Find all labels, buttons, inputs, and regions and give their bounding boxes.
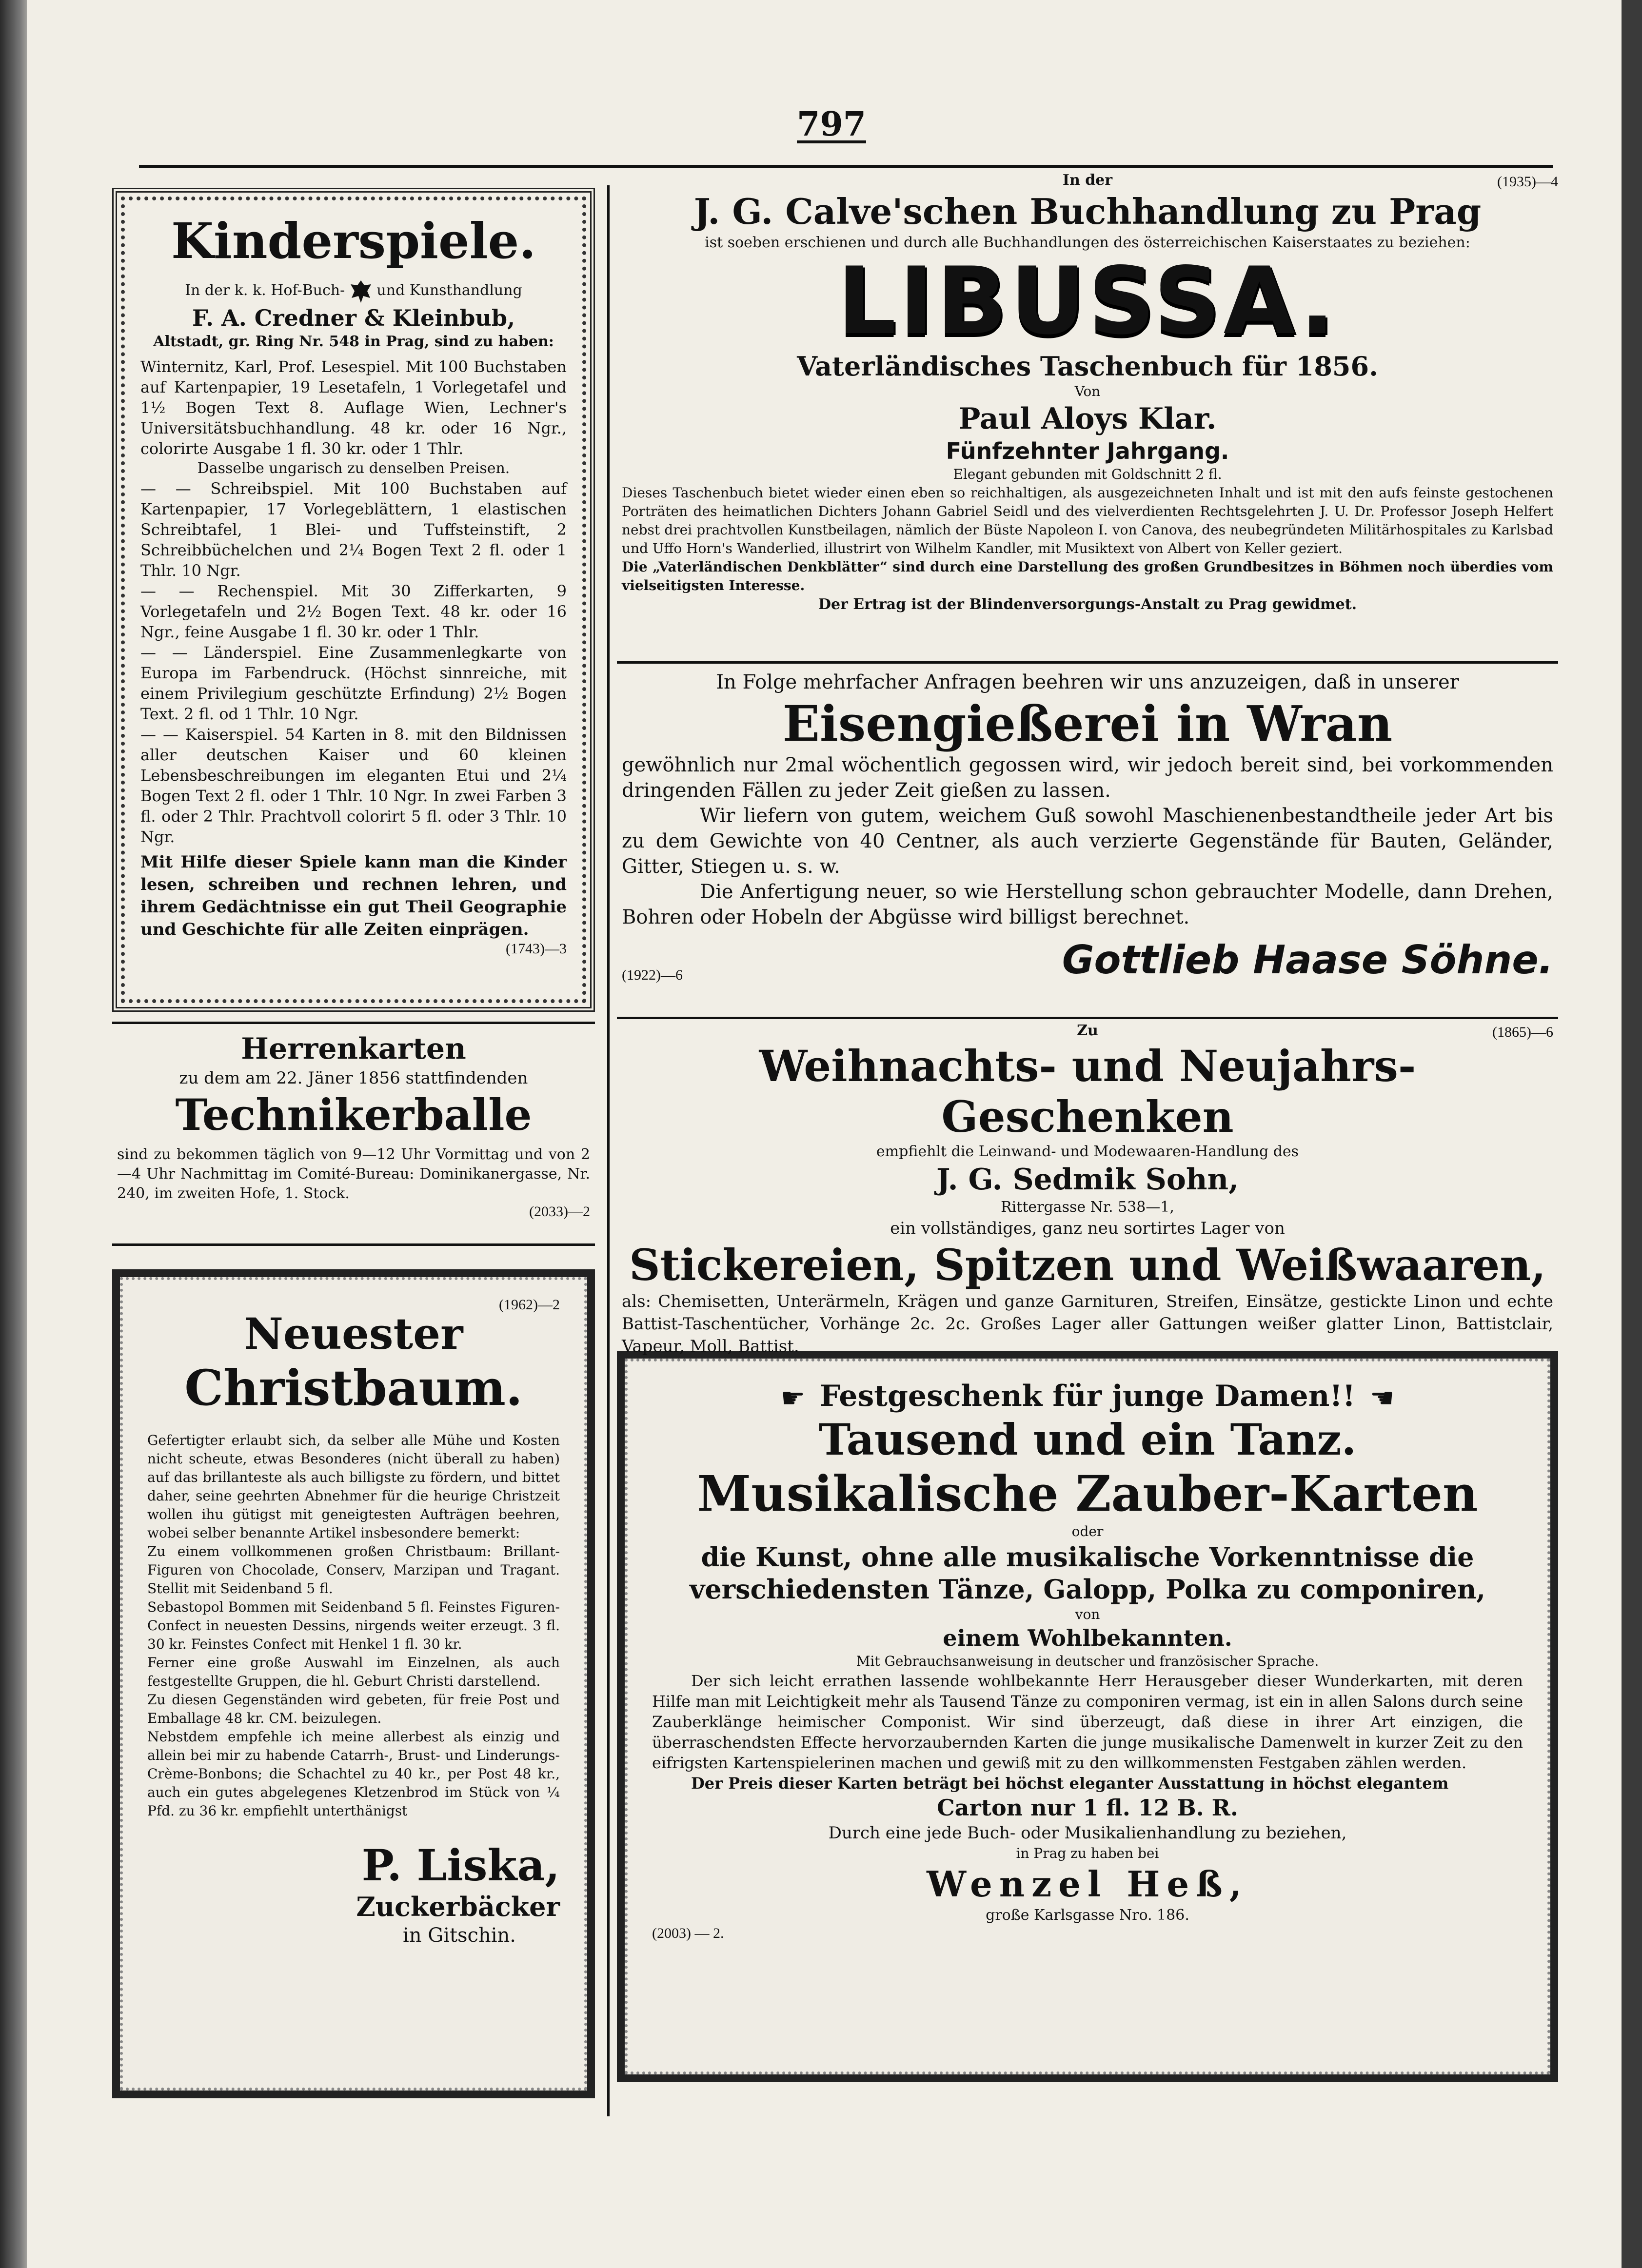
weih-zu: Zu <box>1077 1022 1098 1039</box>
christ-sign: P. Liska, <box>361 1840 560 1891</box>
eisen-p2: Wir liefern von gutem, weichem Guß sowohl Maschienenbestandtheile jeder Art bis zu dem Gewichte von 40 Centner, als auch verzierte Gegenstände für Bauten, Geländer, Gitter, Stiegen u. s. w. <box>622 805 1553 878</box>
calve-body2: Die „Vaterländischen Denkblätter“ sind durch eine Darstellung des großen Grundbesitzes in Böhmen noch überdies vom vielseitigsten Interesse. <box>622 559 1553 593</box>
weih-title: Weihnachts- und Neujahrs-Geschenken <box>759 1041 1416 1142</box>
christ-body3: Sebastopol Bommen mit Seidenband 5 fl. Feinstes Figuren-Confect in neuesten Dessins, nirgends weiter erzeugt. 3 fl. 30 kr. Feinstes Confect mit Henkel 1 fl. 30 kr. <box>147 1599 560 1652</box>
eisen-p1: gewöhnlich nur 2mal wöchentlich gegossen wird, wir jedoch bereit sind, bei vorkommenden dringenden Fällen zu jeder Zeit gießen zu lassen. <box>622 754 1553 802</box>
zauber-oder: oder <box>1071 1523 1104 1539</box>
left-column <box>112 188 595 2098</box>
christ-ref: (1962)—2 <box>499 1297 560 1313</box>
kinder-hilfe: Mit Hilfe dieser Spiele kann man die Kinder lesen, schreiben und rechnen lehren, und ihrem Gedächtnisse ein gut Theil Geographie und Geschichte für alle Zeiten einprägen. <box>140 852 567 939</box>
ad-kinderspiele <box>112 188 595 1012</box>
eisen-ref: (1922)—6 <box>622 967 683 983</box>
weih-ref: (1865)—6 <box>1492 1024 1553 1040</box>
christ-body5: Zu diesen Gegenständen wird gebeten, für freie Post und Emballage 48 kr. CM. beizulegen. <box>147 1692 560 1726</box>
eisen-intro: In Folge mehrfacher Anfragen beehren wir uns anzuzeigen, daß in unserer <box>716 671 1459 693</box>
christ-body2: Zu einem vollkommenen großen Christbaum: Brillant-Figuren von Chocolade, Conserv, Marzipan und Tragant. Stellit mit Seidenband 5 fl. <box>147 1543 560 1597</box>
herren-title2: Technikerballe <box>175 1089 532 1140</box>
kinder-shop: F. A. Credner & Kleinbub, <box>192 305 515 331</box>
calve-subtitle: Vaterländisches Taschenbuch für 1856. <box>797 351 1378 382</box>
kinder-intro-b: und Kunsthandlung <box>376 282 522 299</box>
zauber-kunst: die Kunst, ohne alle musikalische Vorkenntnisse die verschiedensten Tänze, Galopp, Polka zu componiren, <box>689 1541 1486 1605</box>
calve-von: Von <box>1074 383 1101 399</box>
eisen-sign: Gottlieb Haase Söhne. <box>1062 937 1553 983</box>
calve-body: Dieses Taschenbuch bietet wieder einen eben so reichhaltigen, als ausgezeichneten Inhalt und ist mit den aufs feinste gestochenen Porträten des heimatlichen Dichters Johann Gabriel Seidl und des vielverdienten Rechtsgelehrten J. U. Dr. Professor Joseph Helfert nebst drei prachtvollen Kunstbeilagen, nämlich der Büste Napoleon I. von Canova, des neubegründeten Militärhospitales zu Karlsbad und Uffo Horn's Wanderlied, illustrirt von Wilhelm Kandler, mit Musiktext von Albert von Keller geziert. <box>622 485 1553 556</box>
kinder-ungarisch: Dasselbe ungarisch zu denselben Preisen. <box>197 460 510 477</box>
right-column <box>617 171 1558 2082</box>
ad-eisengiesserei <box>617 664 1558 1011</box>
kinder-rechenspiel: — — Rechenspiel. Mit 30 Zifferkarten, 9 Vorlegetafeln und 2½ Bogen Text. 48 kr. oder 16 Ngr., feine Ausgabe 1 fl. 30 kr. oder 1 Thlr. <box>140 582 567 641</box>
column-divider <box>607 185 610 2116</box>
kinder-intro-a: In der k. k. Hof-Buch- <box>185 282 345 299</box>
imperial-eagle-icon <box>350 278 372 304</box>
divider <box>112 1243 595 1246</box>
zauber-von: von <box>1075 1606 1100 1622</box>
zauber-einem: einem Wohlbekannten. <box>943 1625 1232 1651</box>
weih-shop: J. G. Sedmik Sohn, <box>936 1163 1239 1197</box>
weih-title2: Stickereien, Spitzen und Weißwaaren, <box>629 1240 1546 1290</box>
newspaper-page <box>27 0 1622 2268</box>
calve-jahrgang: Fünfzehnter Jahrgang. <box>946 438 1229 464</box>
herren-title: Herrenkarten <box>241 1032 466 1066</box>
ad-libussa <box>617 171 1558 658</box>
christ-sign3: in Gitschin. <box>402 1924 516 1947</box>
libussa-title: LIBUSSA. <box>837 247 1338 355</box>
weih-sub: empfiehlt die Leinwand- und Modewaaren-Handlung des <box>876 1143 1299 1160</box>
eisen-p3: Die Anfertigung neuer, so wie Herstellung schon gebrauchter Modelle, dann Drehen, Bohren oder Hobeln der Abgüsse wird billigst berechnet. <box>622 881 1553 928</box>
herren-sub: zu dem am 22. Jäner 1856 stattfindenden <box>179 1068 528 1088</box>
pointing-hand-right-icon: ☛ <box>780 1382 805 1414</box>
weih-addr: Rittergasse Nr. 538—1, <box>1001 1199 1174 1216</box>
christ-title1: Neuester <box>244 1308 463 1359</box>
weih-body: als: Chemisetten, Unterärmeln, Krägen und ganze Garnituren, Streifen, Einsätze, gestickte Linon und echte Battist-Taschentücher, Vorhänge 2c. 2c. Großes Lager aller Gattungen weißer glatter Linon, Battistclair, Vapeur, Moll, Battist. <box>622 1292 1553 1356</box>
eisen-title: Eisengießerei in Wran <box>782 695 1393 752</box>
kinder-laenderspiel: — — Länderspiel. Eine Zusammenlegkarte von Europa im Farbendruck. (Höchst sinnreiche, mit einem Privilegium geschützte Erfindung) 2½ Bogen Text. 2 fl. od 1 Thlr. 10 Ngr. <box>140 643 567 723</box>
kinder-lesespiel: Winternitz, Karl, Prof. Lesespiel. Mit 100 Buchstaben auf Kartenpapier, 19 Lesetafeln, 1 Vorlegetafel und 1½ Bogen Text 8. Auflage Wien, Lechner's Universitätsbuchhandlung. 48 kr. oder 16 Ngr., colorirte Ausgabe 1 fl. 30 kr. oder 1 Thlr. <box>140 357 567 458</box>
herren-ref: (2033)—2 <box>529 1203 590 1220</box>
kinder-ref: (1743)—3 <box>506 941 567 957</box>
herren-body: sind zu bekommen täglich von 9—12 Uhr Vormittag und von 2—4 Uhr Nachmittag im Comité-Bureau: Dominikanergasse, Nr. 240, im zweiten Hofe, 1. Stock. <box>117 1146 590 1202</box>
zauber-carton: Carton nur 1 fl. 12 B. R. <box>937 1795 1238 1821</box>
kinder-kaiserspiel: — — Kaiserspiel. 54 Karten in 8. mit den Bildnissen aller deutschen Kaiser und 60 kleinen Lebensbeschreibungen im eleganten Etui und 2¼ Bogen Text 2 fl. oder 1 Thlr. 10 Ngr. In zwei Farben 3 fl. oder 2 Thlr. Prachtvoll colorirt 5 fl. oder 3 Thlr. 10 Ngr. <box>140 725 567 846</box>
zauber-fest: Festgeschenk für junge Damen!! <box>819 1379 1356 1413</box>
zauber-sign: Wenzel Heß, <box>927 1863 1248 1905</box>
christ-body1: Gefertigter erlaubt sich, da selber alle Mühe und Kosten nicht scheute, etwas Besonderes (nicht überall zu haben) auf das brillanteste als auch billigste zu fördern, und bittet daher, seine geehrten Abnehmer für die heurige Christzeit wollen ihu gütigst mit geneigtesten Aufträgen beehren, wobei selber benannte Artikel insbesondere bemerkt: <box>147 1432 560 1541</box>
christ-title2: Christbaum. <box>184 1359 523 1417</box>
ad-herrenkarten <box>112 1024 595 1241</box>
ad-zauberkarten <box>617 1351 1558 2082</box>
zauber-title: Musikalische Zauber-Karten <box>697 1465 1478 1522</box>
kinder-intro <box>140 278 567 304</box>
kinder-schreibspiel: — — Schreibspiel. Mit 100 Buchstaben auf Kartenpapier, 17 Vorlegeblättern, 1 elastischen Schreibtafel, 1 Blei- und Tuffsteinstift, 2 Schreibbüchelchen und 2¼ Bogen Text 2 fl. oder 1 Thlr. 10 Ngr. <box>140 479 567 580</box>
pointing-hand-left-icon: ☚ <box>1370 1382 1395 1414</box>
christ-body6: Nebstdem empfehle ich meine allerbest als einzig und allein bei mir zu habende Catarrh-, Brust- und Linderungs-Crème-Bonbons; die Schachtel zu 40 kr., per Post 48 kr., auch ein gutes abgelegenes Kletzenbrod im Stück von ¼ Pfd. zu 36 kr. empfiehlt unterthänigst <box>147 1729 560 1819</box>
zauber-durch: Durch eine jede Buch- oder Musikalienhandlung zu beziehen, <box>828 1823 1347 1843</box>
calve-title: J. G. Calve'schen Buchhandlung zu Prag <box>693 191 1482 232</box>
kinder-address: Altstadt, gr. Ring Nr. 548 in Prag, sind zu haben: <box>153 333 554 350</box>
ad-weihnachts <box>617 1019 1558 1356</box>
zauber-ref: (2003) — 2. <box>652 1925 724 1941</box>
zauber-preis: Der Preis dieser Karten beträgt bei höchst eleganter Ausstattung in höchst elegantem <box>691 1774 1449 1793</box>
christ-sign2: Zuckerbäcker <box>356 1891 560 1922</box>
page-number: 797 <box>797 105 866 144</box>
zauber-body: Der sich leicht errathen lassende wohlbekannte Herr Herausgeber dieser Wunderkarten, mit deren Hilfe man mit Leichtigkeit mehr als Tausend Tänze zu componiren vermag, ist ein in allen Salons durch seine Zauberklänge heimischer Componist. Wir sind überzeugt, daß diese in ihrer Art einzigen, die überraschendsten Effecte hervorzaubernden Karten die junge musikalische Damenwelt in kurzer Zeit zu den eifrigsten Kartenspielerinen machen und gewiß mit zu den willkommensten Festgaben zählen werden. <box>652 1672 1523 1772</box>
kinder-title: Kinderspiele. <box>171 212 536 270</box>
ad-christbaum <box>112 1269 595 2098</box>
calve-in-der: In der <box>1062 172 1113 189</box>
zauber-inprag: in Prag zu haben bei <box>1016 1845 1159 1861</box>
calve-author: Paul Aloys Klar. <box>958 402 1217 436</box>
zauber-gebrauch: Mit Gebrauchsanweisung in deutscher und französischer Sprache. <box>856 1653 1319 1669</box>
zauber-tausend: Tausend und ein Tanz. <box>818 1414 1357 1465</box>
calve-sub: ist soeben erschienen und durch alle Buchhandlungen des österreichischen Kaiserstaates zu beziehen: <box>705 234 1470 251</box>
calve-ref: (1935)—4 <box>1497 174 1558 190</box>
weih-sub2: ein vollständiges, ganz neu sortirtes Lager von <box>890 1219 1285 1238</box>
christ-body4: Ferner eine große Auswahl im Einzelnen, als auch festgestellte Gruppen, die hl. Geburt Christi darstellend. <box>147 1655 560 1689</box>
calve-price: Elegant gebunden mit Goldschnitt 2 fl. <box>953 466 1222 482</box>
top-rule <box>139 165 1553 168</box>
zauber-addr: große Karlsgasse Nro. 186. <box>986 1907 1189 1924</box>
calve-body3: Der Ertrag ist der Blindenversorgungs-Anstalt zu Prag gewidmet. <box>818 596 1357 613</box>
